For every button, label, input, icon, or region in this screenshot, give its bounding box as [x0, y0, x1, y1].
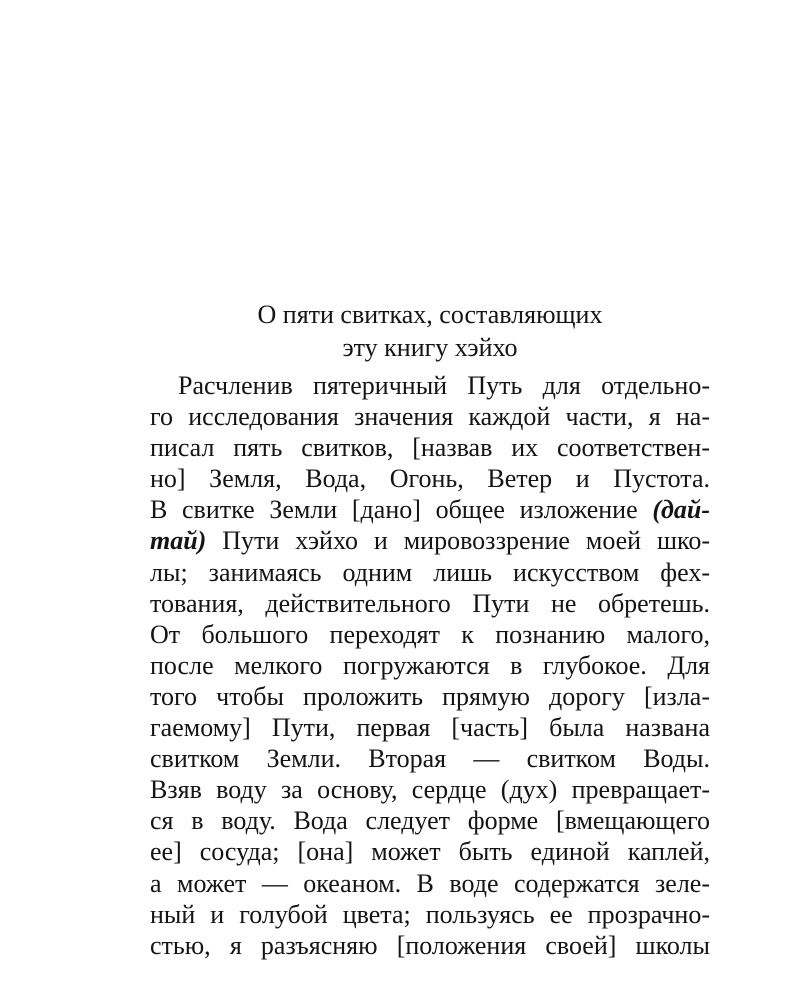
text-segment: Пути хэйхо и мировоззрение моей шко-	[206, 526, 710, 556]
text-segment: лы; занимаясь одним лишь искусством фех-	[150, 557, 710, 587]
text-segment: Взяв воду за основу, сердце (дух) превращает-	[150, 775, 710, 805]
text-line	[150, 805, 710, 836]
text-line	[150, 588, 710, 619]
text-line	[150, 743, 710, 774]
text-line	[150, 774, 710, 805]
text-line	[150, 494, 710, 525]
text-line	[150, 930, 710, 961]
text-line	[150, 681, 710, 712]
text-segment: того чтобы проложить прямую дорогу [изла-	[150, 681, 710, 711]
text-line	[150, 463, 710, 494]
text-line	[150, 650, 710, 681]
text-segment: тования, действительного Пути не обретешь.	[150, 588, 710, 618]
italic-term: тай)	[150, 526, 207, 556]
body-paragraph	[150, 370, 710, 961]
heading-line-1: О пяти свитках, составляющих	[257, 300, 603, 329]
text-line	[150, 432, 710, 463]
text-segment: В свитке Земли [дано] общее изложение	[150, 495, 653, 525]
text-line	[150, 525, 710, 556]
text-line	[150, 712, 710, 743]
text-line	[150, 836, 710, 867]
text-segment: свитком Земли. Вторая — свитком Воды.	[150, 744, 710, 774]
text-segment: ее] сосуда; [она] может быть единой каплей,	[150, 837, 710, 867]
text-line	[150, 619, 710, 650]
text-segment: а может — океаном. В воде содержатся зеле-	[150, 868, 710, 898]
text-segment: Расчленив пятеричный Путь для отдельно-	[178, 371, 710, 400]
text-segment: ный и голубой цвета; пользуясь ее прозрачно-	[150, 899, 710, 929]
heading-line-2: эту книгу хэйхо	[342, 333, 518, 362]
text-line	[150, 370, 710, 401]
text-line	[150, 899, 710, 930]
text-segment: писал пять свитков, [назвав их соответствен-	[150, 433, 710, 463]
text-segment: стью, я разъясняю [положения своей] школы	[150, 930, 710, 960]
text-line	[150, 868, 710, 899]
text-segment: после мелкого погружаются в глубокое. Для	[150, 650, 710, 680]
text-segment: гаемому] Пути, первая [часть] была названа	[150, 713, 710, 743]
text-line	[150, 557, 710, 588]
text-segment: От большого переходят к познанию малого,	[150, 619, 710, 649]
italic-term: (дай-	[652, 495, 710, 525]
text-segment: го исследования значения каждой части, я на-	[150, 402, 710, 432]
text-segment: но] Земля, Вода, Огонь, Ветер и Пустота.	[150, 464, 710, 494]
text-segment: ся в воду. Вода следует форме [вмещающего	[150, 806, 710, 836]
text-line	[150, 401, 710, 432]
section-heading	[150, 298, 710, 364]
